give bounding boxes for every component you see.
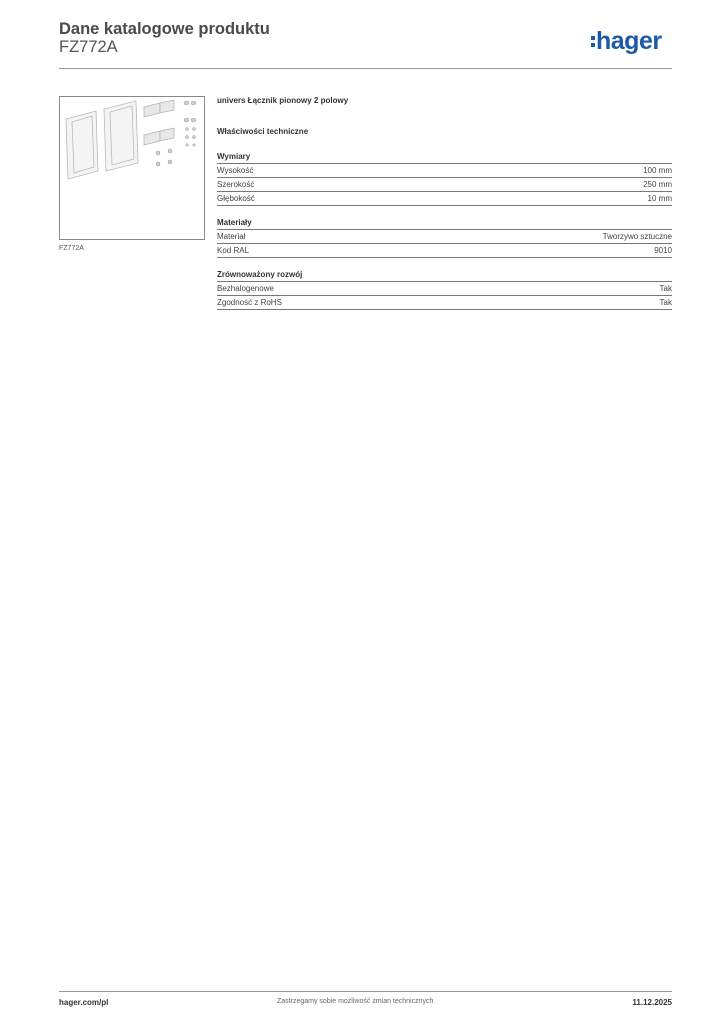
image-caption: FZ772A bbox=[59, 245, 84, 252]
spec-group-materials bbox=[217, 217, 672, 258]
logo-text: hager bbox=[596, 26, 662, 55]
logo-dots-icon bbox=[591, 34, 595, 48]
spec-row bbox=[217, 296, 672, 310]
spec-value: 250 mm bbox=[643, 180, 672, 189]
product-code: FZ772A bbox=[59, 38, 118, 56]
spec-group-sustainability bbox=[217, 269, 672, 310]
section-title: Właściwości techniczne bbox=[217, 127, 309, 136]
product-drawing-icon bbox=[60, 97, 204, 239]
document-title: Dane katalogowe produktu bbox=[59, 20, 270, 38]
footer-website-link[interactable]: hager.com/pl bbox=[59, 998, 109, 1007]
footer-date: 11.12.2025 bbox=[632, 998, 672, 1007]
header-divider bbox=[59, 68, 672, 69]
spec-label: Zgodność z RoHS bbox=[217, 298, 282, 307]
spec-row bbox=[217, 230, 672, 244]
group-title: Materiały bbox=[217, 217, 672, 230]
spec-label: Szerokość bbox=[217, 180, 255, 189]
spec-row bbox=[217, 178, 672, 192]
spec-value: 10 mm bbox=[647, 194, 672, 203]
spec-label: Wysokość bbox=[217, 166, 254, 175]
product-details bbox=[217, 96, 672, 321]
spec-group-dimensions bbox=[217, 151, 672, 206]
spec-value: 100 mm bbox=[643, 166, 672, 175]
spec-row bbox=[217, 192, 672, 206]
spec-value: Tak bbox=[659, 284, 672, 293]
spec-label: Bezhalogenowe bbox=[217, 284, 274, 293]
hager-logo bbox=[591, 26, 662, 56]
spec-label: Głębokość bbox=[217, 194, 255, 203]
spec-label: Materiał bbox=[217, 232, 246, 241]
footer-notice: Zastrzegamy sobie możliwość zmian technicznych bbox=[277, 998, 434, 1005]
footer-divider bbox=[59, 991, 672, 992]
spec-value: Tworzywo sztuczne bbox=[602, 232, 672, 241]
group-title: Zrównoważony rozwój bbox=[217, 269, 672, 282]
spec-value: Tak bbox=[659, 298, 672, 307]
spec-row bbox=[217, 244, 672, 258]
product-name: univers Łącznik pionowy 2 polowy bbox=[217, 96, 349, 105]
product-image bbox=[59, 96, 205, 240]
group-title: Wymiary bbox=[217, 151, 672, 164]
spec-label: Kod RAL bbox=[217, 246, 250, 255]
spec-row bbox=[217, 164, 672, 178]
spec-value: 9010 bbox=[654, 246, 672, 255]
spec-row bbox=[217, 282, 672, 296]
